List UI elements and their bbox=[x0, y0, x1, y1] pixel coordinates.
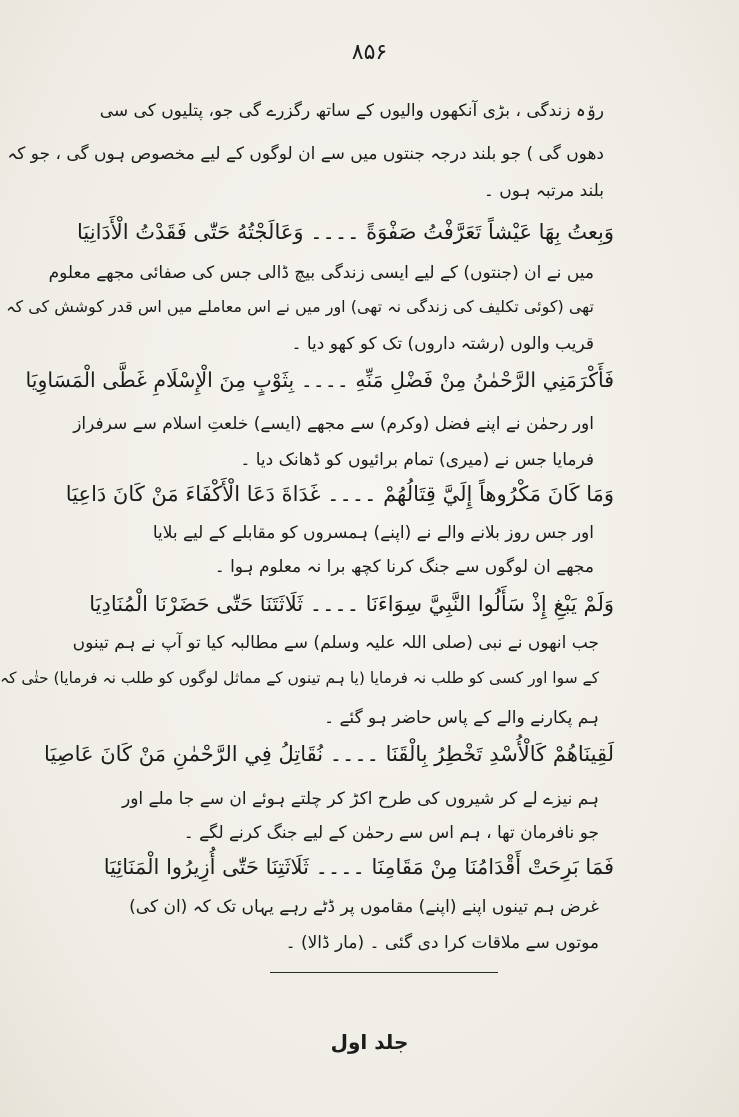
section-divider bbox=[270, 972, 498, 973]
text-line: تھی (کوئی تکلیف کی زندگی نہ تھی) اور میں نے اس معاملے میں اس قدر کوشش کی کہ bbox=[6, 297, 594, 316]
text-line: بلند مرتبہ ہوں ۔ bbox=[483, 181, 604, 201]
text-line: کے سوا اور کسی کو طلب نہ فرمایا (یا ہم تینوں کے مماثل لوگوں کو طلب نہ فرمایا) حتٰی کہ bbox=[0, 669, 599, 687]
text-line: اور جس روز بلانے والے نے (اپنے) ہمسروں کو مقابلے کے لیے بلایا bbox=[152, 523, 594, 543]
text-line: اور رحمٰن نے اپنے فضل (وکرم) سے مجھے (ایسے) خلعتِ اسلام سے سرفراز bbox=[73, 414, 594, 434]
verse-line: وَلَمْ يَبْغِ إِذْ سَأَلُوا النَّبِيَّ سِوَاءَنَا ۔۔۔۔ ثَلَاثَتَنَا حَتّٰى حَضَرْنَا الْمُنَادِيَا bbox=[89, 592, 614, 616]
text-line: فرمایا جس نے (میری) تمام برائیوں کو ڈھانک دیا ۔ bbox=[240, 450, 594, 470]
volume-footer: جلد اول bbox=[330, 1030, 409, 1054]
text-line: میں نے ان (جنتوں) کے لیے ایسی زندگی بیچ ڈالی جس کی صفائی مجھے معلوم bbox=[48, 263, 594, 283]
text-line: مجھے ان لوگوں سے جنگ کرنا کچھ برا نہ معلوم ہوا ۔ bbox=[214, 557, 594, 577]
verse-line: وَمَا كَانَ مَكْرُوهاً إِلَيَّ قِتَالُهُمْ ۔۔۔۔ غَدَاةَ دَعَا الْأَكْفَاءَ مَنْ كَانَ دَاعِيَا bbox=[65, 482, 614, 506]
verse-line: وَبِعتُ بِهَا عَيْشاً تَعَرَّفْتُ صَفْوَةً ۔۔۔۔ وَعَالَجْتُهُ حَتّٰى فَقَدْتُ الْأَدَانِيَا bbox=[77, 220, 614, 244]
text-line: موتوں سے ملاقات کرا دی گئی ۔ (مار ڈالا) ۔ bbox=[285, 933, 599, 953]
page-number: ۸۵۶ bbox=[351, 40, 388, 65]
text-line: رو٘ہ زندگی ، بڑی آنکھوں والیوں کے ساتھ رگزرے گی جو، پتلیوں کی سی bbox=[99, 101, 604, 121]
text-line: قریب والوں (رشتہ داروں) تک کو کھو دیا ۔ bbox=[291, 334, 594, 354]
text-line: ہم نیزے لے کر شیروں کی طرح اکڑ کر چلتے ہوئے ان سے جا ملے اور bbox=[121, 789, 599, 809]
text-line: دھوں گی ) جو بلند درجہ جنتوں میں سے ان لوگوں کے لیے مخصوص ہوں گی ، جو کہ bbox=[7, 144, 604, 164]
verse-line: فَمَا بَرِحَتْ أَقْدَامُنَا مِنْ مَقَامِنَا ۔۔۔۔ ثَلَاثَتِنَا حَتّٰى أُزِيرُوا الْمَنَائِيَا bbox=[103, 855, 614, 879]
verse-line: لَقِينَاهُمْ كَالْأُسْدِ تَخْطِرُ بِالْقَنَا ۔۔۔۔ نُقَاتِلُ فِي الرَّحْمٰنِ مَنْ كَانَ عَاصِيَا bbox=[44, 742, 614, 766]
text-line: جو نافرمان تھا ، ہم اس سے رحمٰن کے لیے جنگ کرنے لگے ۔ bbox=[183, 823, 599, 843]
text-line: غرض ہم تینوں اپنے (اپنے) مقاموں پر ڈٹے رہے یہاں تک کہ (ان کی) bbox=[129, 897, 599, 917]
text-line: جب انھوں نے نبی (صلی اللہ علیہ وسلم) سے مطالبہ کیا تو آپ نے ہم تینوں bbox=[72, 633, 599, 653]
text-line: ہم پکارنے والے کے پاس حاضر ہو گئے ۔ bbox=[324, 708, 599, 728]
verse-line: فَأَكْرَمَنِي الرَّحْمٰنُ مِنْ فَضْلِ مَنِّهِ ۔۔۔۔ بِثَوْبٍ مِنَ الْإِسْلَامِ غَطَّى الْمَسَاوِيَا bbox=[25, 368, 614, 392]
